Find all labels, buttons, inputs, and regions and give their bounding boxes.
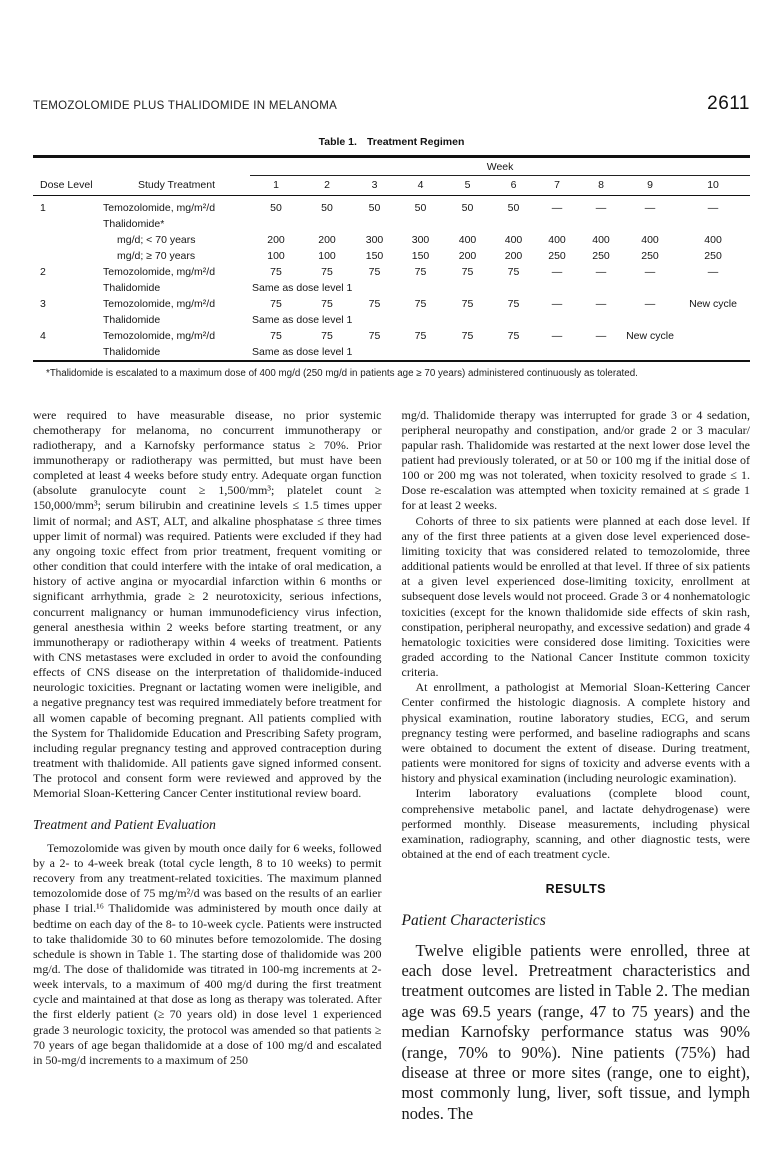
value-cell: 75 [414,265,427,278]
dose-level-cell [33,216,103,232]
table-row [33,280,750,296]
table-row [33,328,750,344]
value-cell: 400 [548,233,566,246]
treatment-cell: Thalidomide [103,281,161,294]
value-cell: — [595,297,607,310]
treatment-cell: mg/d; ≥ 70 years [117,249,196,262]
right-column [402,408,751,1125]
body-columns [33,408,750,1125]
dose-level-cell: 4 [40,329,46,342]
table-title [33,136,750,148]
value-cell: New cycle [689,297,737,310]
dose-level-cell [33,312,103,328]
value-cell: 50 [270,201,282,214]
value-cell: 400 [504,233,523,246]
value-cell: — [595,265,607,278]
value-cell: 100 [267,249,285,262]
value-cell: 200 [267,233,285,246]
week-number-header: 2 [302,176,352,196]
value-cell: 75 [368,297,381,310]
treatment-cell: Temozolomide, mg/m²/d [103,329,216,342]
value-cell: — [551,329,563,342]
value-cell: — [595,201,607,214]
value-cell: — [644,201,656,214]
dose-level-cell [33,280,103,296]
week-number-header: 9 [624,176,676,196]
table-row [33,264,750,280]
value-cell: 75 [321,329,333,342]
value-cell: 200 [458,249,477,262]
treatment-cell: Thalidomide [103,345,161,358]
value-cell: — [595,329,607,342]
week-span-row [33,157,750,176]
dose-level-cell [33,232,103,248]
value-cell: 200 [504,249,523,262]
treatment-cell: Thalidomide [103,313,161,326]
treatment-cell: Temozolomide, mg/m²/d [103,265,216,278]
results-heading: RESULTS [545,882,606,897]
dose-level-cell [33,248,103,264]
week-group-header: Week [250,157,750,176]
week-number-header: 6 [491,176,536,196]
value-cell: 400 [704,233,722,246]
value-cell: 75 [321,297,333,310]
treatment-cell: Temozolomide, mg/m²/d [103,201,216,214]
empty-cell [250,216,750,232]
page-number: 2611 [707,93,750,114]
value-cell: New cycle [626,329,674,342]
section-heading: Treatment and Patient Evaluation [33,816,216,832]
value-cell: 250 [641,249,659,262]
treatment-table [33,155,750,362]
week-number-header: 1 [250,176,302,196]
value-cell: 150 [365,249,384,262]
table-footnote: *Thalidomide is escalated to a maximum dose of 400 mg/d (250 mg/d in patients age ≥ 70 years) administered continuously as tolerated. [46,367,638,379]
value-cell: 400 [641,233,659,246]
value-cell: 75 [414,329,427,342]
study-treatment-header: Study Treatment [103,176,250,196]
week-number-header: 5 [444,176,491,196]
value-cell: 75 [507,297,520,310]
value-cell: 75 [270,329,282,342]
week-number-header: 10 [676,176,750,196]
paragraph: were required to have measurable disease, no prior systemic chemotherapy for melanoma, no concurrent immunotherapy or radiotherapy, and a Karnofsky performance status ≥ 70%. Prior immunotherapy or radiotherapy was permitted, but must have been completed at least 4 weeks before study entry. Adequate organ function (absolute granulocyte count ≥ 1,500/mm³; platelet count ≥ 150,000/mm³; serum bilirubin and creatinine levels ≤ 1.5 times upper limit of normal; and AST, ALT, and alkaline phosphatase ≤ three times upper limit of normal) was required. Patients were excluded if they had any ongoing toxic effect from prior treatment, frequent vomiting or other condition that could interfere with the intake of oral medication, a history of active angina or myocardial infarction within 6 months or significant arrhythmia, grade ≥ 2 neurotoxicity, serious infections, concurrent malignancy or human immunodeficiency virus infection, general anesthesia within 2 weeks before starting treatment, or any immunotherapy or radiotherapy within 4 weeks of treatment. Patients with CNS metastases were excluded in order to avoid the confounding effects of CNS disease on the interpretation of thalidomide-induced neurologic toxicities. Pregnant or lactating women were ineligible, and a negative pregnancy test was required immediately before treatment for all women capable of becoming pregnant. All patients complied with the System for Thalidomide Education and Prescribing Safety program, including regular pregnancy testing and approved contraception during treatment with thalidomide. All patients gave signed informed consent. The protocol and consent form were reviewed and approved by the Memorial Sloan-Kettering Cancer Center institutional review board. [33,407,382,801]
table-row [33,196,750,216]
week-number-header: 3 [352,176,397,196]
value-cell: 75 [507,329,520,342]
table-row [33,232,750,248]
table-row [33,216,750,232]
value-cell: 50 [461,201,474,214]
value-cell: 75 [414,297,427,310]
value-cell: 75 [461,297,474,310]
value-cell: 250 [592,249,610,262]
week-number-header: 4 [397,176,444,196]
value-cell: — [707,265,719,278]
value-cell: 250 [548,249,566,262]
value-cell: — [644,297,656,310]
value-cell: — [551,297,563,310]
table-title-text: Treatment Regimen [366,136,465,148]
value-cell: 300 [411,233,430,246]
table-row [33,312,750,328]
value-cell: 75 [368,329,381,342]
value-cell: 50 [321,201,333,214]
treatment-cell: Thalidomide* [103,217,165,230]
left-column [33,408,382,1125]
dose-level-cell: 2 [40,265,46,278]
running-title: TEMOZOLOMIDE PLUS THALIDOMIDE IN MELANOMA [33,99,338,112]
table-row [33,296,750,312]
value-cell: 400 [458,233,477,246]
dose-level-cell: 3 [40,297,46,310]
span-cell: Same as dose level 1 [252,281,353,294]
value-cell: 75 [507,265,520,278]
paragraph: Temozolomide was given by mouth once daily for 6 weeks, followed by a 2- to 4-week break (total cycle length, 8 to 10 weeks) to permit recovery from any treatment-related toxicities. The maximum planned temozolomide dose of 75 mg/m²/d was based on the results of an earlier phase I trial.¹⁶ Thalidomide was administered by mouth once daily at bedtime on each day of the 8- to 10-week cycle. Patients were instructed to take thalidomide 30 to 60 minutes before temozolomide. The dosing schedule is shown in Table 1. The starting dose of thalidomide was 200 mg/d. The dose of thalidomide was titrated in 100-mg increments at 2-week intervals, to a maximum of 400 mg/d during the first treatment cycle and maintained at that dose as long as therapy was tolerated. After the first elderly patient (≥ 70 years old) in dose level 1 experienced grade 3 neurologic toxicity, the protocol was amended so that patients ≥ 70 years of age began thalidomide at a dose of 100 mg/d and escalated in 50-mg/d increments to a maximum of 250 [33,840,382,1067]
value-cell: 75 [461,265,474,278]
value-cell: 50 [507,201,520,214]
value-cell: 75 [270,265,282,278]
value-cell: 150 [411,249,430,262]
dose-level-header: Dose Level [33,176,103,196]
week-number-header: 7 [536,176,578,196]
table-row [33,344,750,361]
value-cell [676,328,750,344]
paragraph: At enrollment, a pathologist at Memorial Sloan-Kettering Cancer Center confirmed the histologic diagnosis. A complete history and physical examination, routine laboratory studies, ECG, and serum pregnancy testing were performed, and baseline radiographs and scans were obtained to document the extent of disease. During treatment, patients were monitored for signs of toxicity and adverse events with a history and physical examination (including neurologic examination). [401,680,750,786]
value-cell: — [644,265,656,278]
table-head [33,157,750,196]
running-header [33,0,750,115]
paragraph: Interim laboratory evaluations (complete blood count, comprehensive metabolic panel, and lactate dehydrogenase) were performed monthly. Disease measurements, including physical examination, radiography, scanning, and other diagnostic tests, were obtained at the end of each treatment cycle. [401,786,750,862]
paragraph: Cohorts of three to six patients were planned at each dose level. If any of the first three patients at a given dose level experienced dose-limiting toxicity that was considered related to temozolomide, three additional patients would be enrolled at that level. If three of six patients at a given level experienced dose-limiting toxicity, enrollment at subsequent dose levels would not proceed. Grade 3 or 4 nonhematologic toxicities (except for the known thalidomide side effects of skin rash, constipation, peripheral neuropathy, and excessive sedation) and grade 4 hematologic toxicities were considered dose limiting. Toxicities were graded according to the National Cancer Institute common toxicity criteria. [401,513,750,680]
week-number-header: 8 [578,176,624,196]
value-cell: 75 [368,265,381,278]
table-body [33,196,750,361]
value-cell: 300 [365,233,384,246]
subsection-heading: Patient Characteristics [401,912,546,930]
treatment-cell: Temozolomide, mg/m²/d [103,297,216,310]
header-spacer [33,157,250,176]
paragraph: mg/d. Thalidomide therapy was interrupted for grade 3 or 4 sedation, peripheral neuropathy and constipation, and/or grade 2 or 3 macular/ papular rash. Thalidomide was restarted at the next lower dose level the patient had previously tolerated, or at 50 or 100 mg if the initial dose of 100 or 200 mg was not tolerated, when toxicity resolved to grade ≤ 1. Dose re-escalation was attempted when toxicity remained at ≤ grade 1 for at least 2 weeks. [401,407,750,513]
dose-level-cell [33,344,103,361]
value-cell: — [707,201,719,214]
value-cell: 200 [318,233,336,246]
paragraph: Twelve eligible patients were enrolled, three at each dose level. Pretreatment characteristics and treatment outcomes are listed in Table 2. The median age was 69.5 years (range, 47 to 75 years) and the median Karnofsky performance status was 90% (range, 70% to 90%). Nine patients (75%) had disease at three or more sites (range, one to eight), most commonly lung, liver, soft tissue, and lymph nodes. The [401,940,750,1123]
value-cell: 50 [368,201,381,214]
value-cell: 75 [270,297,282,310]
table-row [33,248,750,264]
span-cell: Same as dose level 1 [252,345,353,358]
value-cell: — [551,201,563,214]
value-cell: 250 [704,249,722,262]
column-header-row [33,176,750,196]
span-cell: Same as dose level 1 [252,313,353,326]
dose-level-cell: 1 [40,201,46,214]
treatment-cell: mg/d; < 70 years [117,233,196,246]
value-cell: 400 [592,233,610,246]
table-title-label: Table 1. [318,136,357,148]
value-cell: 75 [461,329,474,342]
value-cell: 50 [414,201,427,214]
value-cell: 100 [318,249,336,262]
value-cell: — [551,265,563,278]
value-cell: 75 [321,265,333,278]
